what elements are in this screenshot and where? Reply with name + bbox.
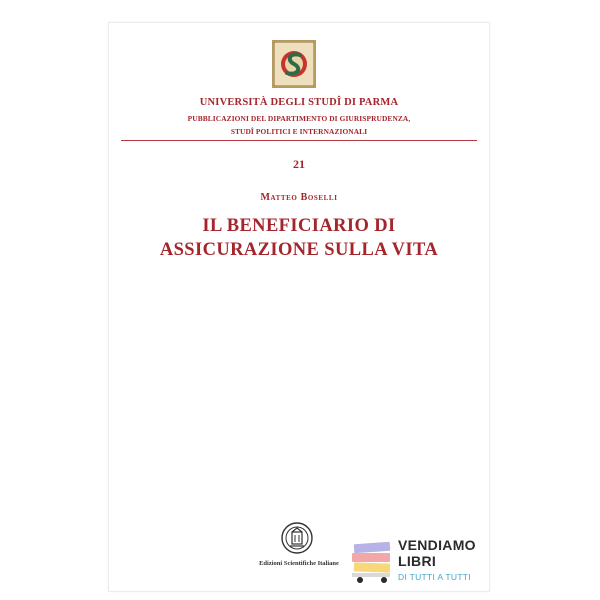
author-name: Matteo Boselli	[260, 192, 338, 203]
book-cover	[108, 22, 490, 592]
divider-rule	[121, 140, 477, 141]
publisher-name: Edizioni Scientifiche Italiane	[259, 560, 339, 567]
volume-number: 21	[293, 157, 305, 171]
series-line-2: STUDÎ POLITICI E INTERNAZIONALI	[230, 127, 368, 136]
university-name: UNIVERSITÀ DEGLI STUDÎ DI PARMA	[199, 97, 399, 108]
books-stack-icon	[350, 541, 394, 585]
watermark-tagline: DI TUTTI A TUTTI	[398, 572, 471, 582]
book-title-line-1: IL BENEFICIARIO DI	[202, 216, 396, 236]
university-emblem-icon	[272, 40, 316, 88]
series-line-1: PUBBLICAZIONI DEL DIPARTIMENTO DI GIURISPRUDENZA,	[187, 114, 411, 123]
watermark-line-2: LIBRI	[398, 553, 437, 569]
watermark-line-1: VENDIAMO	[398, 537, 476, 553]
publisher-logo-icon	[280, 521, 314, 555]
book-title-line-2: ASSICURAZIONE SULLA VITA	[159, 240, 439, 260]
vendiamo-libri-watermark	[350, 537, 480, 593]
